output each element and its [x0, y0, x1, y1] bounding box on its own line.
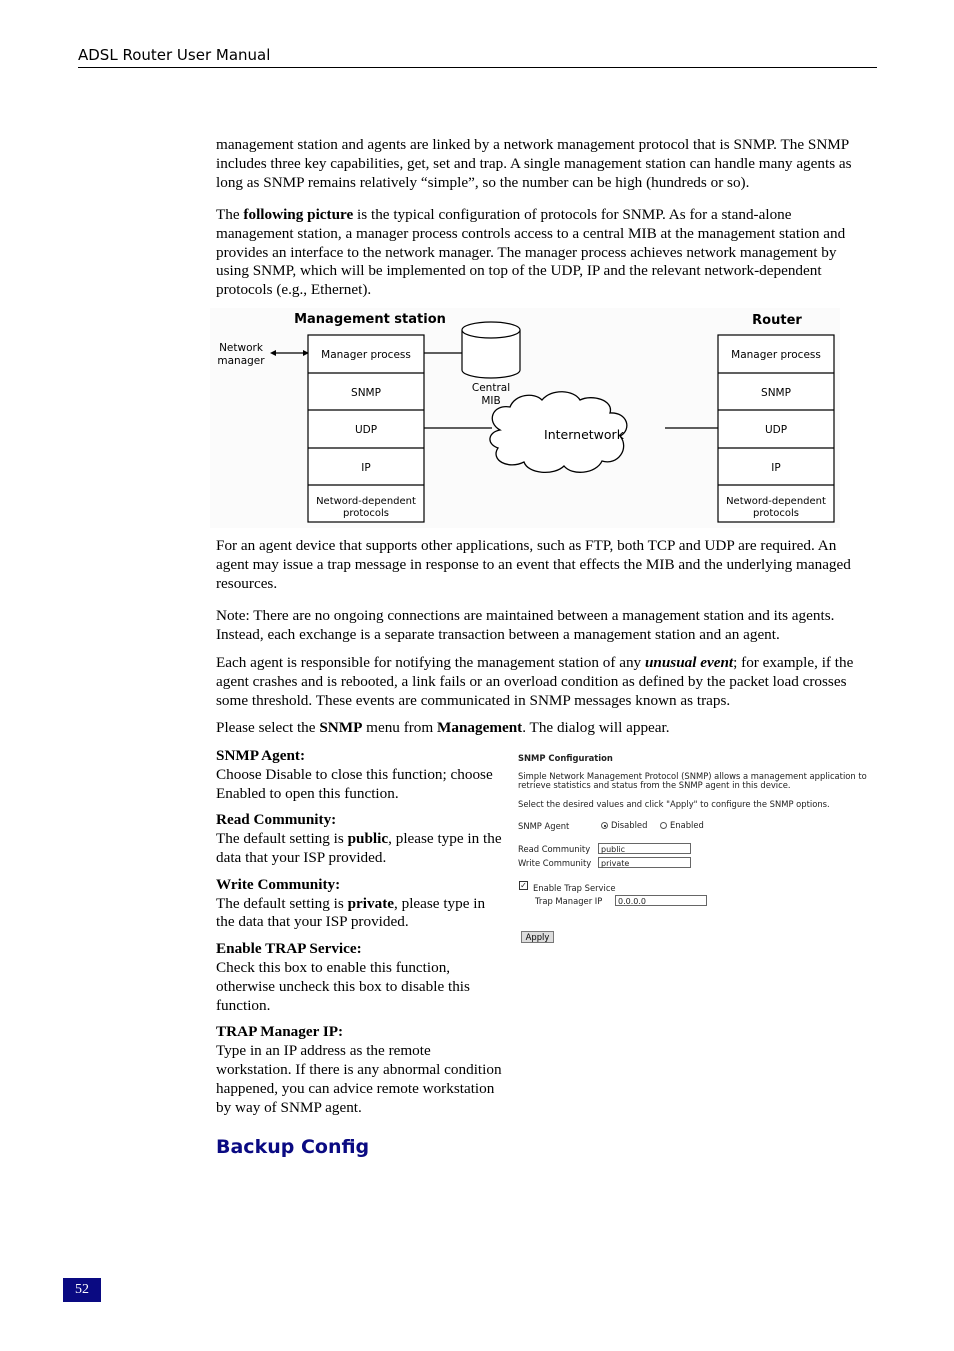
setting-heading: TRAP Manager IP: [216, 1023, 344, 1041]
bold-run: following picture [243, 206, 354, 223]
router-title: Router [752, 313, 802, 328]
left-net-protocols-1: Netword-dependent [316, 496, 416, 507]
setting-heading: Enable TRAP Service: [216, 940, 362, 958]
right-udp-layer: UDP [764, 424, 788, 436]
left-net-protocols-2: protocols [342, 508, 390, 519]
right-protocol-stack [718, 335, 834, 522]
text-run: Each agent is responsible for notifying the management station of any [216, 654, 645, 671]
paragraph-snmp-intro: management station and agents are linked by a network management protocol that is SNMP. The SNMP includes three key capabilities, get, set and trap. A single management station can handle many agents as long as SNMP remains relatively “simple”, so the number can be high (hundreds or so). [216, 136, 852, 191]
setting-text: The default setting is [216, 894, 348, 912]
setting-heading: SNMP Agent: [216, 747, 306, 764]
setting-enable-trap [216, 940, 506, 1015]
setting-text: , please type in the data that your ISP provided. [216, 830, 502, 866]
radio-label: Enabled [670, 820, 704, 830]
setting-default-value: private [347, 894, 394, 912]
page-header [78, 45, 877, 68]
read-community-label: Read Community [518, 844, 591, 854]
central-mib-label-2: MIB [481, 395, 501, 407]
text-run: Please select the [216, 719, 320, 736]
left-manager-process: Manager process [321, 349, 411, 361]
setting-text: Check this box to enable this function, otherwise uncheck this box to disable this function. [216, 958, 470, 1014]
write-community-label: Write Community [518, 858, 592, 868]
radio-enabled[interactable] [660, 820, 704, 830]
central-mib-label-1: Central [471, 382, 511, 394]
text-run: The [216, 206, 244, 223]
text-run: menu from [362, 719, 438, 736]
right-net-protocols-1: Netword-dependent [726, 496, 826, 507]
bold-run: Management [437, 719, 523, 736]
dialog-description-3: Select the desired values and click "Apply" to configure the SNMP options. [518, 799, 830, 809]
paragraph-protocol-config [216, 206, 866, 300]
radio-dot-icon [601, 822, 608, 829]
snmp-configuration-dialog [517, 750, 877, 950]
radio-disabled[interactable] [601, 820, 647, 830]
setting-text: Type in an IP address as the remote workstation. If there is any abnormal condition happened, you can advice remote workstation by way of SNMP agent. [216, 1042, 502, 1116]
dialog-title: SNMP Configuration [518, 753, 613, 763]
bold-italic-run: unusual event [644, 654, 734, 671]
enable-trap-label: Enable Trap Service [533, 883, 616, 893]
setting-text: Choose Disable to close this function; choose Enabled to open this function. [216, 765, 493, 802]
left-snmp-layer: SNMP [351, 387, 381, 399]
left-udp-layer: UDP [354, 424, 378, 436]
paragraph-select-menu [216, 719, 866, 738]
database-icon [462, 322, 520, 378]
management-station-title: Management station [294, 312, 446, 327]
trap-manager-ip-input[interactable]: 0.0.0.0 [615, 895, 707, 906]
left-protocol-stack [308, 335, 424, 522]
write-community-input[interactable]: private [598, 857, 691, 868]
dialog-description-2: retrieve statistics and status from the SNMP agent in this device. [518, 780, 791, 790]
snmp-agent-label: SNMP Agent [518, 821, 570, 831]
setting-heading: Write Community: [216, 875, 341, 893]
setting-text: The default setting is [216, 830, 348, 848]
section-title-backup-config: Backup Config [216, 1136, 370, 1158]
settings-descriptions [216, 747, 506, 1125]
left-ip-layer: IP [361, 462, 371, 474]
paragraph-traps [216, 654, 866, 710]
setting-trap-manager-ip [216, 1023, 506, 1117]
enable-trap-checkbox[interactable]: ✓ [520, 881, 527, 890]
right-net-protocols-2: protocols [752, 508, 800, 519]
text-run: . The dialog will appear. [522, 719, 670, 736]
setting-read-community [216, 811, 506, 867]
page-number: 52 [63, 1278, 101, 1302]
snmp-protocol-diagram [210, 308, 840, 528]
trap-manager-ip-label: Trap Manager IP [535, 896, 603, 906]
setting-text: , please type in the data that your ISP provided. [216, 894, 486, 931]
setting-snmp-agent [216, 747, 506, 803]
manual-title: ADSL Router User Manual [78, 46, 271, 64]
paragraph-agent-device: For an agent device that supports other applications, such as FTP, both TCP and UDP are required. An agent may issue a trap message in response to an event that effects the MIB and the underlying managed resources. [216, 537, 851, 592]
right-snmp-layer: SNMP [761, 387, 791, 399]
setting-write-community [216, 876, 506, 932]
read-community-input[interactable]: public [598, 843, 691, 854]
radio-label: Disabled [611, 820, 648, 830]
internetwork-label: Internetwork [544, 427, 624, 442]
network-manager-label-2: manager [217, 355, 265, 367]
setting-default-value: public [347, 830, 389, 848]
radio-empty-icon [660, 822, 667, 829]
setting-heading: Read Community: [216, 811, 337, 829]
network-manager-label-1: Network [219, 342, 263, 354]
text-run: is the typical configuration of protocols for SNMP. As for a stand-alone management station, a manager process controls access to a central MIB at the management station and provides an interface to the network manager. The manager process achieves network management by using SNMP, which will be implemented on top of the UDP, IP and the relevant network-dependent protocols (e.g., Ethernet). [216, 206, 846, 299]
apply-button[interactable]: Apply [521, 931, 554, 943]
dialog-description-1: Simple Network Management Protocol (SNMP) allows a management application to [518, 771, 867, 781]
right-ip-layer: IP [771, 462, 781, 474]
bold-run: SNMP [319, 719, 363, 736]
right-manager-process: Manager process [731, 349, 821, 361]
text-run: ; for example, if the agent crashes and is rebooted, a link fails or an overload condition as defined by the packet load crosses some threshold. These events are communicated in SNMP messages known as traps. [216, 654, 854, 709]
paragraph-note: Note: There are no ongoing connections are maintained between a management station and its agents. Instead, each exchange is a separate transaction between a management station and an agent. [216, 607, 835, 643]
